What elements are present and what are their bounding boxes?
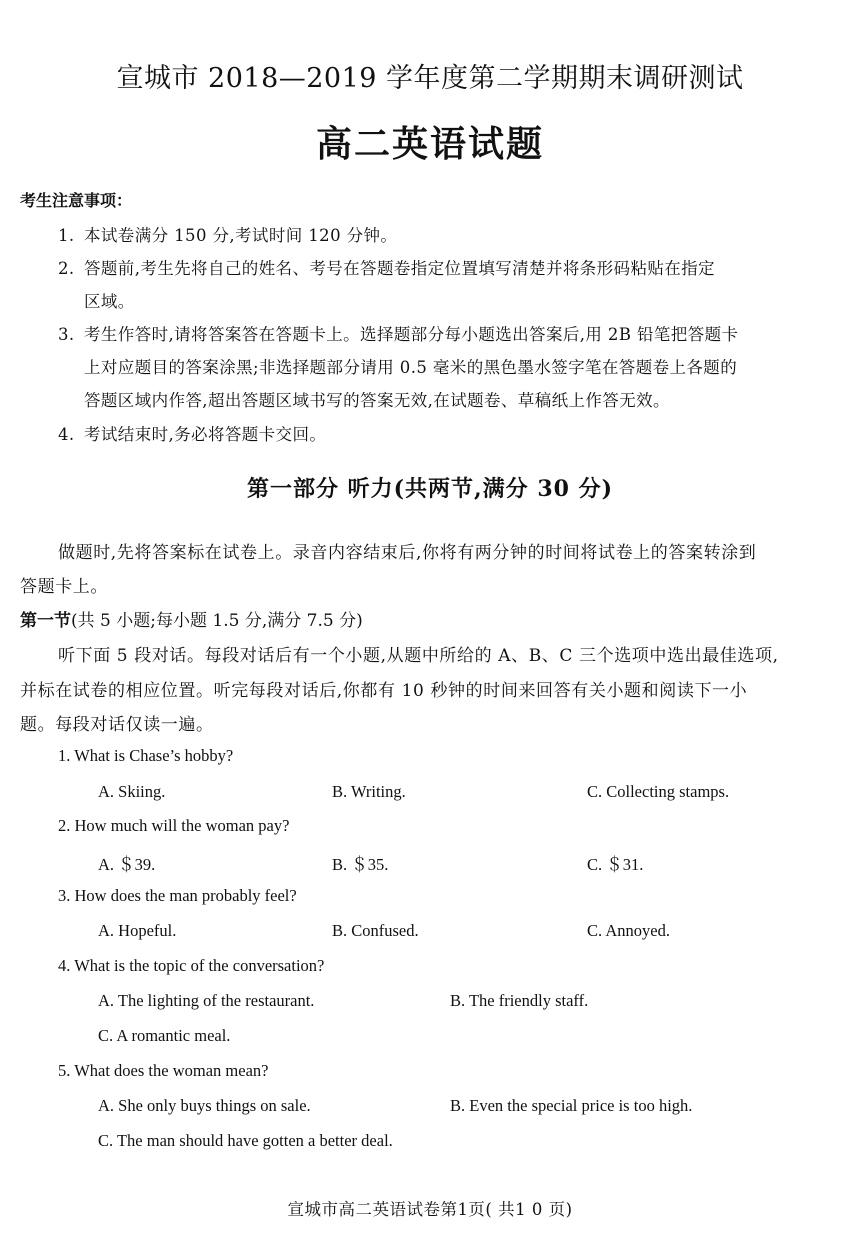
- option-c: C. The man should have gotten a better deal.: [98, 1131, 393, 1150]
- page-footer: 宣城市高二英语试卷第1页( 共1 0 页): [287, 1200, 573, 1219]
- section-one-intro-line: 并标在试卷的相应位置。听完每段对话后,你都有 10 秒钟的时间来回答有关小题和阅读下一小: [20, 681, 748, 701]
- part-one-intro-line: 做题时,先将答案标在试卷上。录音内容结束后,你将有两分钟的时间将试卷上的答案转涂到: [58, 543, 757, 563]
- part-one-title: 第一部分 听力(共两节,满分 30 分): [246, 476, 614, 502]
- section-one-intro-line: 题。每段对话仅读一遍。: [20, 715, 214, 735]
- paper-title: 高二英语试题: [315, 124, 544, 165]
- notice-item-3-continued: 答题区域内作答,超出答题区域书写的答案无效,在试题卷、草稿纸上作答无效。: [84, 391, 670, 410]
- exam-title: 宣城市 2018—2019 学年度第二学期期末调研测试: [116, 63, 744, 94]
- option-b: B. Writing.: [332, 782, 406, 801]
- notice-heading: 考生注意事项：: [20, 191, 133, 210]
- question-stem: 2. How much will the woman pay?: [58, 816, 290, 835]
- option-c: C. ＄31.: [587, 855, 644, 874]
- option-a: A. Hopeful.: [98, 921, 177, 940]
- option-c: C. Collecting stamps.: [587, 782, 730, 801]
- notice-item-4: [58, 421, 326, 445]
- notice-item-text: 答题前,考生先将自己的姓名、考号在答题卷指定位置填写清楚并将条形码粘贴在指定: [84, 259, 715, 278]
- notice-item-text: 考生作答时,请将答案答在答题卡上。选择题部分每小题选出答案后,用 2B 铅笔把答题卡: [84, 325, 739, 344]
- section-one-detail: (共 5 小题;每小题 1.5 分,满分 7.5 分): [71, 611, 363, 631]
- question-stem: 1. What is Chase’s hobby?: [58, 746, 234, 765]
- question-stem: 4. What is the topic of the conversation?: [58, 956, 325, 975]
- option-a: A. She only buys things on sale.: [98, 1096, 311, 1115]
- option-b: B. The friendly staff.: [450, 991, 589, 1010]
- notice-item-3-continued: 上对应题目的答案涂黑;非选择题部分请用 0.5 毫米的黑色墨水签字笔在答题卷上各题的: [84, 358, 738, 377]
- question-stem: 5. What does the woman mean?: [58, 1061, 269, 1080]
- option-b: B. Confused.: [332, 921, 419, 940]
- option-a: A. The lighting of the restaurant.: [98, 991, 315, 1010]
- option-b: B. ＄35.: [332, 855, 389, 874]
- notice-item-3: [58, 321, 738, 345]
- part-one-intro-line: 答题卡上。: [20, 577, 108, 597]
- notice-item-1: [58, 222, 397, 246]
- option-c: C. Annoyed.: [587, 921, 670, 940]
- question-stem: 3. How does the man probably feel?: [58, 886, 297, 905]
- notice-item-2: [58, 255, 715, 279]
- option-b: B. Even the special price is too high.: [450, 1096, 693, 1115]
- option-c: C. A romantic meal.: [98, 1026, 231, 1045]
- notice-item-number: 1.: [58, 226, 75, 245]
- section-one-label: 第一节: [20, 611, 71, 631]
- section-one-heading: [20, 606, 363, 631]
- notice-item-number: 4.: [58, 425, 75, 444]
- notice-item-number: 3.: [58, 325, 75, 344]
- section-one-intro-line: 听下面 5 段对话。每段对话后有一个小题,从题中所给的 A、B、C 三个选项中选出最佳选项,: [58, 646, 779, 666]
- option-a: A. ＄39.: [98, 855, 156, 874]
- notice-item-text: 考试结束时,务必将答题卡交回。: [84, 425, 327, 444]
- option-a: A. Skiing.: [98, 782, 166, 801]
- notice-item-number: 2.: [58, 259, 75, 278]
- notice-item-2-continued: 区域。: [84, 292, 135, 311]
- notice-item-text: 本试卷满分 150 分,考试时间 120 分钟。: [84, 226, 398, 245]
